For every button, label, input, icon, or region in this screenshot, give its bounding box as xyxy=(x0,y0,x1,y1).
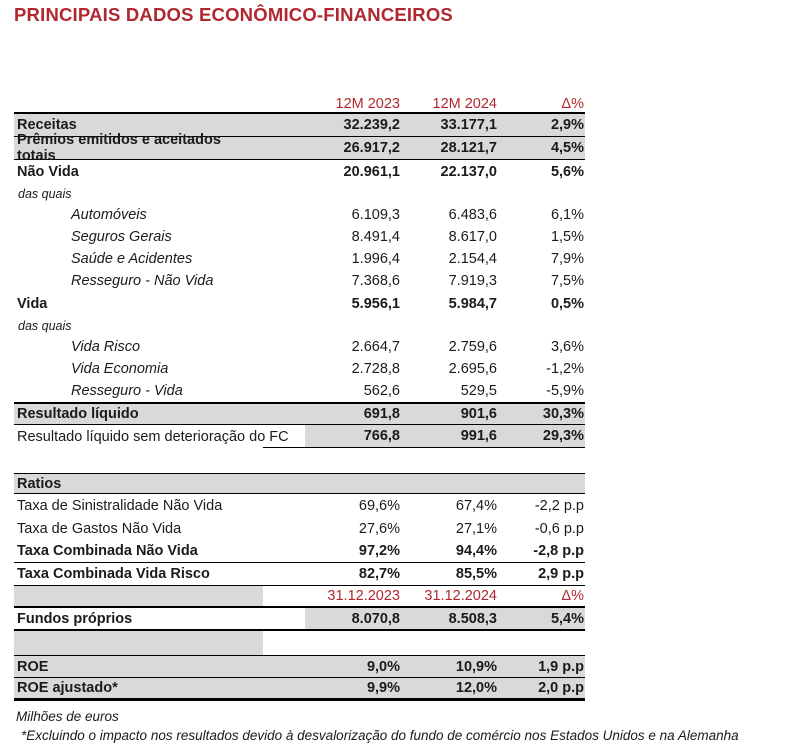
row-resseguro-nao-vida xyxy=(14,270,585,292)
value-col1 xyxy=(305,631,400,655)
value-col1-text: 8.070,8 xyxy=(351,610,400,627)
value-col1-text: 9,9% xyxy=(366,680,400,696)
row-label-text: Saúde e Acidentes xyxy=(71,251,193,267)
row-label-text: Vida xyxy=(17,295,48,312)
column-gap xyxy=(263,95,305,112)
value-col1-text: 766,8 xyxy=(363,428,400,444)
value-col3 xyxy=(497,517,585,540)
row-ratios-header xyxy=(14,473,585,494)
value-col2-text: 7.919,3 xyxy=(448,273,497,289)
row-label xyxy=(14,656,263,677)
value-col1 xyxy=(305,204,400,226)
value-col2 xyxy=(400,586,497,606)
units-note: Milhões de euros xyxy=(16,709,119,724)
value-col1-text: 20.961,1 xyxy=(343,163,400,180)
value-col3-text: 7,9% xyxy=(550,251,584,267)
column-gap xyxy=(263,160,305,183)
value-col3 xyxy=(497,358,585,380)
row-seguros-gerais xyxy=(14,226,585,248)
value-col1 xyxy=(305,137,400,159)
row-label xyxy=(14,586,263,606)
value-col2-text: 901,6 xyxy=(460,406,497,422)
value-col2-text: 8.617,0 xyxy=(448,229,497,245)
row-label xyxy=(14,95,263,112)
row-label xyxy=(14,160,263,183)
value-col2 xyxy=(400,678,497,698)
row-label-text: Fundos próprios xyxy=(17,610,133,627)
value-col3 xyxy=(497,540,585,562)
value-col2 xyxy=(400,608,497,629)
row-vida-economia xyxy=(14,358,585,380)
row-label-text: Taxa de Gastos Não Vida xyxy=(17,520,182,537)
value-col1 xyxy=(305,494,400,517)
value-col3-text: 29,3% xyxy=(542,428,584,444)
row-das-quais-nao-vida xyxy=(14,183,585,204)
value-col3 xyxy=(497,270,585,292)
value-col1 xyxy=(305,95,400,112)
column-gap xyxy=(263,448,305,473)
value-col2 xyxy=(400,183,497,204)
row-das-quais-vida xyxy=(14,315,585,336)
value-col1-text: 2.728,8 xyxy=(351,361,400,377)
row-label xyxy=(14,631,263,655)
value-col2 xyxy=(400,563,497,585)
column-gap xyxy=(263,631,305,655)
value-col2-text: 33.177,1 xyxy=(440,117,497,133)
column-gap xyxy=(263,656,305,677)
value-col1-text: 31.12.2023 xyxy=(327,588,400,604)
row-roe-ajustado xyxy=(14,678,585,701)
value-col2 xyxy=(400,474,497,493)
row-label-text: Prêmios emitidos e aceitados totais xyxy=(17,132,221,164)
value-col1-text: 1.996,4 xyxy=(351,251,400,267)
row-label-text: Automóveis xyxy=(71,207,147,223)
row-label xyxy=(14,404,263,424)
value-col2-text: 28.121,7 xyxy=(440,140,497,156)
value-col1 xyxy=(305,248,400,270)
column-gap xyxy=(263,586,305,606)
value-col2-text: 12,0% xyxy=(455,680,497,696)
value-col1-text: 27,6% xyxy=(358,520,400,537)
row-label-text: Ratios xyxy=(17,475,62,492)
row-resultado-liquido-sem-fc xyxy=(14,425,585,448)
value-col3 xyxy=(497,315,585,336)
value-col2 xyxy=(400,248,497,270)
value-col1-text: 691,8 xyxy=(363,406,400,422)
row-automoveis xyxy=(14,204,585,226)
value-col3 xyxy=(497,137,585,159)
row-fundos-proprios xyxy=(14,608,585,631)
value-col3-text: 5,4% xyxy=(550,610,584,627)
value-col3 xyxy=(497,292,585,315)
value-col2-text: 22.137,0 xyxy=(440,163,497,180)
column-gap xyxy=(263,494,305,517)
row-saude-acidentes xyxy=(14,248,585,270)
value-col1 xyxy=(305,315,400,336)
value-col3 xyxy=(497,656,585,677)
row-label-text: Resseguro - Vida xyxy=(71,383,183,399)
financial-table xyxy=(14,95,585,701)
value-col2-text: 12M 2024 xyxy=(432,95,497,112)
value-col2-text: 85,5% xyxy=(455,566,497,582)
value-col2-text: 991,6 xyxy=(460,428,497,444)
value-col3 xyxy=(497,678,585,698)
value-col3-text: -2,2 p.p xyxy=(534,497,584,514)
value-col2 xyxy=(400,425,497,448)
value-col1 xyxy=(305,586,400,606)
row-label-text: Resultado líquido sem deterioração do FC xyxy=(17,428,289,445)
row-label xyxy=(14,270,263,292)
value-col3-text: -2,8 p.p xyxy=(533,543,584,559)
value-col2 xyxy=(400,95,497,112)
value-col2-text: 8.508,3 xyxy=(448,610,497,627)
value-col3-text: 2,9% xyxy=(550,117,584,133)
row-label xyxy=(14,474,263,493)
column-gap xyxy=(263,183,305,204)
value-col1-text: 9,0% xyxy=(366,658,400,675)
row-label xyxy=(14,226,263,248)
value-col3-text: 30,3% xyxy=(542,406,584,422)
footnotes xyxy=(16,708,739,745)
row-label xyxy=(14,336,263,358)
row-label-text: Receitas xyxy=(17,117,77,133)
value-col2 xyxy=(400,631,497,655)
value-col3-text: -5,9% xyxy=(546,383,584,399)
period-header-row xyxy=(14,95,585,114)
row-label xyxy=(14,358,263,380)
row-label-text: Resultado líquido xyxy=(17,406,139,422)
value-col2-text: 31.12.2024 xyxy=(424,588,497,604)
value-col1-text: 26.917,2 xyxy=(343,140,400,156)
value-col1 xyxy=(305,563,400,585)
value-col1 xyxy=(305,608,400,629)
value-col3 xyxy=(497,586,585,606)
column-gap xyxy=(263,336,305,358)
value-col1 xyxy=(305,183,400,204)
value-col2-text: 529,5 xyxy=(460,383,497,399)
value-col1-text: 12M 2023 xyxy=(335,95,400,112)
value-col3 xyxy=(497,226,585,248)
value-col3 xyxy=(497,183,585,204)
column-gap xyxy=(263,292,305,315)
value-col2 xyxy=(400,540,497,562)
row-taxa-gastos xyxy=(14,517,585,540)
value-col3-text: 1,5% xyxy=(550,229,584,245)
row-label-text: ROE ajustado* xyxy=(17,680,118,696)
value-col2 xyxy=(400,137,497,159)
value-col1-text: 97,2% xyxy=(358,543,400,559)
column-gap xyxy=(263,540,305,562)
value-col3-text: -1,2% xyxy=(546,361,584,377)
value-col2 xyxy=(400,656,497,677)
column-gap xyxy=(263,114,305,136)
column-gap xyxy=(263,474,305,493)
value-col1 xyxy=(305,474,400,493)
value-col2 xyxy=(400,336,497,358)
value-col3-text: 2,0 p.p xyxy=(538,680,584,696)
row-label xyxy=(14,448,263,473)
value-col3-text: Δ% xyxy=(561,95,584,112)
row-taxa-sinistralidade xyxy=(14,494,585,517)
column-gap xyxy=(263,563,305,585)
row-label-text: Taxa Combinada Não Vida xyxy=(17,543,198,559)
value-col3-text: 7,5% xyxy=(550,273,584,289)
value-col1-text: 6.109,3 xyxy=(351,207,400,223)
value-col1-text: 82,7% xyxy=(358,566,400,582)
value-col2-text: 10,9% xyxy=(455,658,497,675)
column-gap xyxy=(263,226,305,248)
value-col3-text: 1,9 p.p xyxy=(538,658,584,675)
value-col2-text: 94,4% xyxy=(455,543,497,559)
row-label xyxy=(14,380,263,402)
value-col2 xyxy=(400,270,497,292)
row-label xyxy=(14,292,263,315)
row-label xyxy=(14,608,263,629)
row-label-text: ROE xyxy=(17,658,49,675)
value-col1-text: 5.956,1 xyxy=(351,295,400,312)
column-gap xyxy=(263,517,305,540)
row-label xyxy=(14,494,263,517)
value-col2-text: 27,1% xyxy=(455,520,497,537)
row-label xyxy=(14,248,263,270)
value-col2 xyxy=(400,517,497,540)
spacer-row-gray xyxy=(14,631,585,655)
value-col2-text: 6.483,6 xyxy=(448,207,497,223)
value-col2 xyxy=(400,380,497,402)
row-label-text: Vida Risco xyxy=(71,339,141,355)
value-col3 xyxy=(497,608,585,629)
value-col1 xyxy=(305,380,400,402)
value-col3 xyxy=(497,160,585,183)
value-col2-text: 2.154,4 xyxy=(448,251,497,267)
value-col2-text: 5.984,7 xyxy=(448,295,497,312)
value-col1 xyxy=(305,678,400,698)
row-label xyxy=(14,183,263,204)
value-col1 xyxy=(305,540,400,562)
value-col3 xyxy=(497,380,585,402)
row-label-text: Não Vida xyxy=(17,163,79,180)
value-col3-text: 5,6% xyxy=(550,163,584,180)
asterisk-note: *Excluindo o impacto nos resultados devido à desvalorização do fundo de comércio nos Estados Unidos e na Alemanha xyxy=(21,727,739,743)
row-label xyxy=(14,204,263,226)
column-gap xyxy=(263,380,305,402)
value-col3 xyxy=(497,631,585,655)
row-label-text: das quais xyxy=(18,186,72,201)
value-col2-text: 2.759,6 xyxy=(448,339,497,355)
row-label-text: Resseguro - Não Vida xyxy=(71,273,214,289)
row-vida xyxy=(14,292,585,315)
value-col3 xyxy=(497,336,585,358)
value-col2 xyxy=(400,404,497,424)
column-gap xyxy=(263,315,305,336)
column-gap xyxy=(263,248,305,270)
value-col1 xyxy=(305,226,400,248)
value-col2-text: 2.695,6 xyxy=(448,361,497,377)
column-gap xyxy=(263,404,305,424)
column-gap xyxy=(263,678,305,698)
value-col3 xyxy=(497,474,585,493)
value-col1 xyxy=(305,114,400,136)
value-col2 xyxy=(400,226,497,248)
value-col1 xyxy=(305,425,400,448)
row-taxa-combinada-vida-risco xyxy=(14,563,585,586)
value-col1 xyxy=(305,656,400,677)
column-gap xyxy=(263,204,305,226)
value-col3 xyxy=(497,404,585,424)
row-label-text: Taxa de Sinistralidade Não Vida xyxy=(17,497,223,514)
value-col1 xyxy=(305,292,400,315)
value-col1 xyxy=(305,336,400,358)
row-resultado-liquido xyxy=(14,402,585,425)
row-premios-totais xyxy=(14,132,585,164)
row-label-text: Taxa Combinada Vida Risco xyxy=(17,566,210,582)
value-col3-text: 4,5% xyxy=(550,140,584,156)
page-title: PRINCIPAIS DADOS ECONÔMICO-FINANCEIROS xyxy=(14,4,453,25)
value-col1 xyxy=(305,270,400,292)
value-col3-text: 2,9 p.p xyxy=(538,566,584,582)
column-gap xyxy=(263,270,305,292)
value-col3 xyxy=(497,494,585,517)
value-col2 xyxy=(400,292,497,315)
value-col3-text: 0,5% xyxy=(550,295,584,312)
value-col3 xyxy=(497,95,585,112)
value-col2 xyxy=(400,315,497,336)
value-col3 xyxy=(497,563,585,585)
value-col1 xyxy=(305,517,400,540)
value-col1-text: 2.664,7 xyxy=(351,339,400,355)
value-col1-text: 562,6 xyxy=(363,383,400,399)
row-nao-vida xyxy=(14,160,585,183)
column-gap xyxy=(263,358,305,380)
value-col1-text: 69,6% xyxy=(358,497,400,514)
spacer-row xyxy=(14,448,585,473)
row-label xyxy=(14,517,263,540)
value-col3 xyxy=(497,114,585,136)
column-gap xyxy=(263,608,305,629)
row-label-text: das quais xyxy=(18,318,72,333)
value-col3-text: 6,1% xyxy=(550,207,584,223)
value-col1-text: 8.491,4 xyxy=(351,229,400,245)
value-col2 xyxy=(400,204,497,226)
row-label xyxy=(14,425,289,448)
row-roe xyxy=(14,655,585,678)
row-label-text: Vida Economia xyxy=(71,361,169,377)
value-col1 xyxy=(305,404,400,424)
value-col3 xyxy=(497,248,585,270)
value-col3 xyxy=(497,204,585,226)
row-label-text: Seguros Gerais xyxy=(71,229,172,245)
value-col2 xyxy=(400,358,497,380)
row-label xyxy=(14,563,263,585)
value-col1 xyxy=(305,448,400,473)
value-col3 xyxy=(497,425,585,448)
value-col3-text: -0,6 p.p xyxy=(534,520,584,537)
row-resseguro-vida xyxy=(14,380,585,402)
value-col2 xyxy=(400,160,497,183)
value-col2 xyxy=(400,494,497,517)
value-col1-text: 32.239,2 xyxy=(343,117,400,133)
value-col1 xyxy=(305,358,400,380)
row-label xyxy=(14,315,263,336)
row-label xyxy=(14,132,263,164)
value-col3-text: 3,6% xyxy=(550,339,584,355)
row-label xyxy=(14,678,263,698)
row-label xyxy=(14,540,263,562)
value-col3-text: Δ% xyxy=(561,588,584,604)
column-gap xyxy=(263,137,305,159)
value-col2-text: 67,4% xyxy=(455,497,497,514)
value-col1-text: 7.368,6 xyxy=(351,273,400,289)
value-col3 xyxy=(497,448,585,473)
value-col2 xyxy=(400,448,497,473)
date-header-row xyxy=(14,586,585,608)
value-col2 xyxy=(400,114,497,136)
row-taxa-combinada-nao-vida xyxy=(14,540,585,563)
value-col1 xyxy=(305,160,400,183)
row-vida-risco xyxy=(14,336,585,358)
